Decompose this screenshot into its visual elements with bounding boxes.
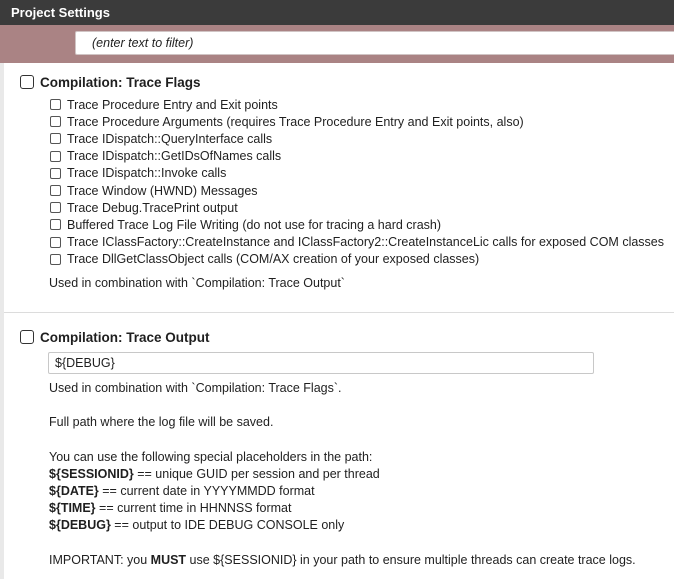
trace-flag-item[interactable] bbox=[50, 96, 664, 113]
placeholder-desc: == unique GUID per session and per thread bbox=[133, 467, 380, 481]
trace-flags-list bbox=[50, 96, 664, 268]
settings-content[interactable] bbox=[4, 63, 674, 579]
trace-flag-checkbox[interactable] bbox=[50, 237, 61, 248]
trace-flag-label: Trace Procedure Arguments (requires Trace Procedure Entry and Exit points, also) bbox=[67, 114, 524, 129]
trace-flag-item[interactable] bbox=[50, 148, 664, 165]
important-must: MUST bbox=[150, 553, 187, 567]
important-suffix: use ${SESSIONID} in your path to ensure multiple threads can create trace logs. bbox=[186, 553, 636, 567]
window-title: Project Settings bbox=[11, 5, 110, 20]
trace-flags-section-checkbox[interactable] bbox=[20, 75, 34, 89]
trace-flag-item[interactable] bbox=[50, 234, 664, 251]
important-note bbox=[49, 552, 636, 569]
placeholder-key: ${SESSIONID} bbox=[49, 467, 134, 481]
trace-flag-checkbox[interactable] bbox=[50, 219, 61, 230]
section-divider bbox=[4, 312, 674, 313]
important-prefix: IMPORTANT: you bbox=[49, 553, 151, 567]
trace-flag-label: Trace DllGetClassObject calls (COM/AX creation of your exposed classes) bbox=[67, 252, 480, 267]
trace-output-section-checkbox[interactable] bbox=[20, 330, 34, 344]
trace-flag-item[interactable] bbox=[50, 113, 664, 130]
trace-flag-label: Trace Procedure Entry and Exit points bbox=[67, 97, 278, 112]
trace-flag-label: Trace IClassFactory::CreateInstance and IClassFactory2::CreateInstanceLic calls for exposed COM classes bbox=[67, 235, 664, 250]
trace-flag-label: Trace IDispatch::GetIDsOfNames calls bbox=[67, 149, 282, 164]
trace-flags-description: Used in combination with `Compilation: Trace Output` bbox=[49, 276, 345, 290]
trace-flags-section-header[interactable] bbox=[20, 72, 201, 92]
placeholder-desc: == output to IDE DEBUG CONSOLE only bbox=[110, 518, 345, 532]
trace-flag-checkbox[interactable] bbox=[50, 202, 61, 213]
placeholder-line bbox=[49, 500, 291, 517]
trace-flags-section-title: Compilation: Trace Flags bbox=[40, 74, 201, 90]
trace-flag-checkbox[interactable] bbox=[50, 168, 61, 179]
trace-output-path-input[interactable] bbox=[48, 352, 594, 374]
trace-flag-label: Trace IDispatch::Invoke calls bbox=[67, 166, 227, 181]
placeholder-line bbox=[49, 517, 344, 534]
trace-flag-item[interactable] bbox=[50, 251, 664, 268]
trace-flag-item[interactable] bbox=[50, 199, 664, 216]
trace-flag-checkbox[interactable] bbox=[50, 116, 61, 127]
trace-flag-checkbox[interactable] bbox=[50, 133, 61, 144]
trace-flag-checkbox[interactable] bbox=[50, 99, 61, 110]
trace-flag-checkbox[interactable] bbox=[50, 185, 61, 196]
placeholder-key: ${TIME} bbox=[49, 501, 96, 515]
filter-input[interactable] bbox=[75, 31, 674, 55]
filter-bar bbox=[0, 25, 674, 64]
trace-flag-checkbox[interactable] bbox=[50, 151, 61, 162]
trace-flag-label: Buffered Trace Log File Writing (do not use for tracing a hard crash) bbox=[67, 217, 442, 232]
placeholder-key: ${DATE} bbox=[49, 484, 99, 498]
placeholder-desc: == current date in YYYYMMDD format bbox=[98, 484, 315, 498]
trace-output-combination-note: Used in combination with `Compilation: Trace Flags`. bbox=[49, 381, 342, 395]
trace-flag-label: Trace Debug.TracePrint output bbox=[67, 200, 238, 215]
trace-output-full-path-note: Full path where the log file will be saved. bbox=[49, 415, 274, 429]
title-bar bbox=[0, 0, 674, 25]
trace-output-section-title: Compilation: Trace Output bbox=[40, 329, 210, 345]
trace-flag-label: Trace Window (HWND) Messages bbox=[67, 183, 258, 198]
trace-flag-item[interactable] bbox=[50, 216, 664, 233]
placeholder-desc: == current time in HHNNSS format bbox=[95, 501, 292, 515]
trace-flag-item[interactable] bbox=[50, 182, 664, 199]
trace-flag-label: Trace IDispatch::QueryInterface calls bbox=[67, 131, 273, 146]
placeholder-line bbox=[49, 483, 315, 500]
trace-flag-checkbox[interactable] bbox=[50, 254, 61, 265]
trace-flag-item[interactable] bbox=[50, 165, 664, 182]
placeholders-intro: You can use the following special placeholders in the path: bbox=[49, 450, 373, 464]
trace-flag-item[interactable] bbox=[50, 130, 664, 147]
trace-output-section-header[interactable] bbox=[20, 327, 210, 347]
placeholder-key: ${DEBUG} bbox=[49, 518, 111, 532]
placeholder-line bbox=[49, 466, 380, 483]
